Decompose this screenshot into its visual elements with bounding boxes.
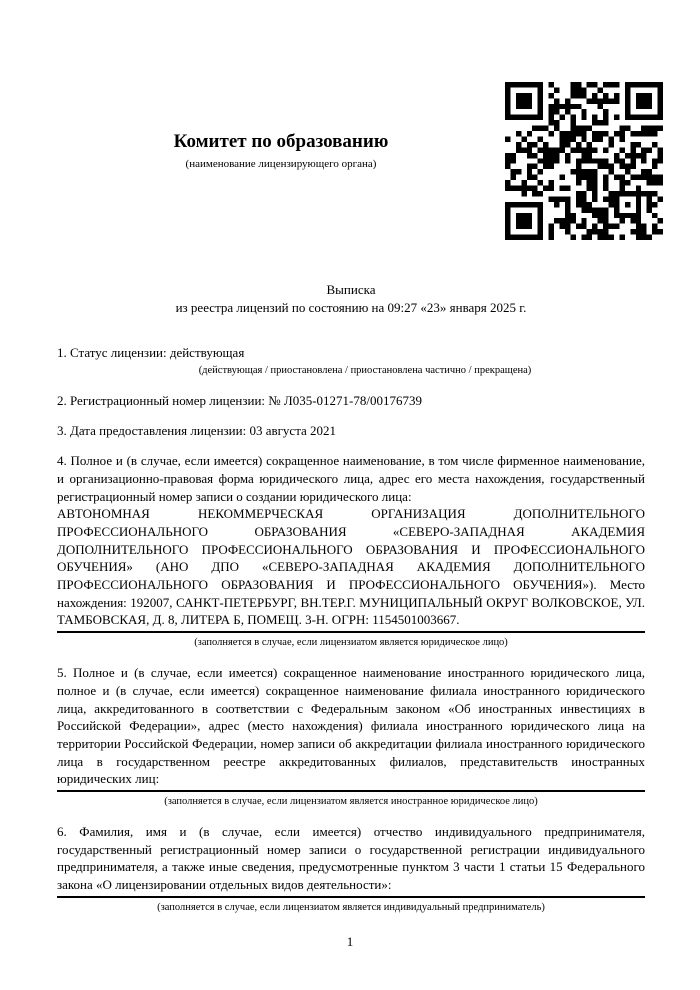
foreign-entity-label: 5. Полное и (в случае, если имеется) сокращенное наименование иностранного юридического лица, полное и (в случае, если имеется) сокращенное наименование филиала иностранного юридического лица, аккредитованного в соответствии с Федеральным законом «Об иностранных инвестициях в Российской Федерации», адрес (место нахождения) филиала иностранного юридического лица на территории Российской Федерации, номер записи об аккредитации филиала иностранного юридического лица в государственном реестре аккредитованных филиалов, представительств иностранных юридических лиц: xyxy=(57,665,645,787)
license-status-options-caption: (действующая / приостановлена / приостановлена частично / прекращена) xyxy=(198,364,532,376)
issuer-header xyxy=(57,131,505,170)
fill-line xyxy=(57,790,645,792)
section-registration-number xyxy=(57,392,645,410)
document-body xyxy=(57,281,645,915)
foreign-entity-fill-caption: (заполняется в случае, если лицензиатом является иностранное юридическое лицо) xyxy=(164,796,538,808)
document-title-line1: Выписка xyxy=(326,282,376,297)
legal-entity-label: 4. Полное и (в случае, если имеется) сокращенное наименование, в том числе фирменное наименование, и организационно-правовая форма юридического лица, адрес его места нахождения, государственный регистрационный номер записи о создании юридического лица: xyxy=(57,453,645,504)
fill-line xyxy=(57,631,645,633)
issuer-caption: (наименование лицензирующего органа) xyxy=(185,158,377,170)
section-legal-entity xyxy=(57,452,645,650)
legal-entity-value: АВТОНОМНАЯ НЕКОММЕРЧЕСКАЯ ОРГАНИЗАЦИЯ ДОПОЛНИТЕЛЬНОГО ПРОФЕССИОНАЛЬНОГО ОБРАЗОВАНИЯ «СЕВЕРО-ЗАПАДНАЯ АКАДЕМИЯ ДОПОЛНИТЕЛЬНОГО ПРОФЕССИОНАЛЬНОГО ОБРАЗОВАНИЯ И ПРОФЕССИОНАЛЬНОГО ОБУЧЕНИЯ» (АНО ДПО «СЕВЕРО-ЗАПАДНАЯ АКАДЕМИЯ ДОПОЛНИТЕЛЬНОГО ПРОФЕССИОНАЛЬНОГО ОБРАЗОВАНИЯ И ПРОФЕССИОНАЛЬНОГО ОБУЧЕНИЯ»). Место нахождения: 192007, САНКТ-ПЕТЕРБУРГ, ВН.ТЕР.Г. МУНИЦИПАЛЬНЫЙ ОКРУГ ВОЛКОВСКОЕ, УЛ. ТАМБОВСКАЯ, Д. 8, ЛИТЕРА Б, ПОМЕЩ. 3-Н. ОГРН: 1154501003667. xyxy=(57,506,645,628)
section-license-status xyxy=(57,344,645,378)
document-title-line2: из реестра лицензий по состоянию на 09:27 «23» января 2025 г. xyxy=(175,300,527,315)
individual-entrepreneur-label: 6. Фамилия, имя и (в случае, если имеется) отчество индивидуального предпринимателя, государственный регистрационный номер записи о государственной регистрации индивидуального предпринимателя, а также иные сведения, предусмотренные пунктом 3 части 1 статьи 15 Федерального закона «О лицензировании отдельных видов деятельности»: xyxy=(57,824,645,893)
page-number: 1 xyxy=(346,934,354,949)
fill-line xyxy=(57,896,645,898)
legal-entity-fill-caption: (заполняется в случае, если лицензиатом является юридическое лицо) xyxy=(194,637,508,649)
section-foreign-entity xyxy=(57,664,645,809)
individual-entrepreneur-fill-caption: (заполняется в случае, если лицензиатом является индивидуальный предприниматель) xyxy=(157,901,545,913)
issuer-title: Комитет по образованию xyxy=(173,131,389,152)
qr-code-icon xyxy=(505,82,663,240)
section-license-date xyxy=(57,422,645,440)
section-individual-entrepreneur xyxy=(57,823,645,915)
license-status-text: 1. Статус лицензии: действующая xyxy=(57,345,245,360)
document-title xyxy=(57,281,645,317)
registration-number-text: 2. Регистрационный номер лицензии: № Л035-01271-78/00176739 xyxy=(57,392,423,408)
license-date-text: 3. Дата предоставления лицензии: 03 августа 2021 xyxy=(57,423,337,439)
